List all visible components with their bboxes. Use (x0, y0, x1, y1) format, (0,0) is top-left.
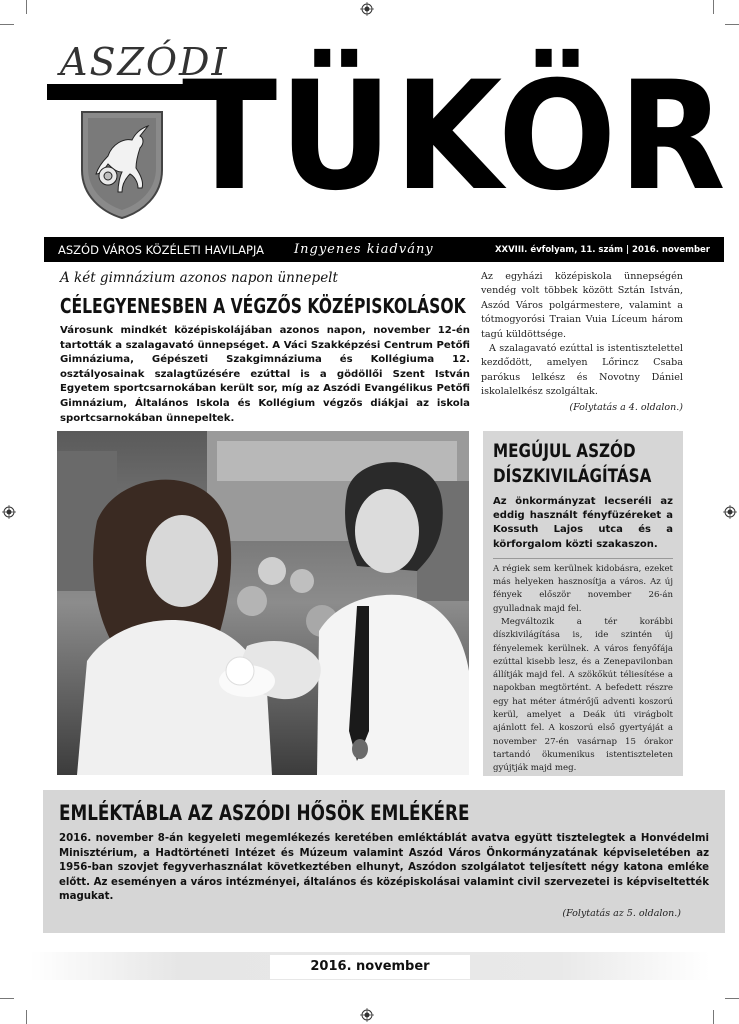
lead-article-headline: CÉLEGYENESBEN A VÉGZŐS KÖZÉPISKOLÁSOK (60, 294, 466, 318)
sidebar-paragraph: Megváltozik a tér korábbi díszkivilágítása is, ide szintén új fényelemek kerülnek. A város fenyőfája ezúttal kisebb lesz, és a Zenepavilonban állítják majd fel. A szökőkút téliesítése a napokban megtörtént. A befedett részre egy hat méter átmérőjű adventi koszorú kerül, amelyet a Deák úti virágbolt ajánlott fel. A koszorú első gyertyáját a november 27-én vasárnap 15 órakor tartandó ökumenikus istentiszteleten gyújtják majd meg. (493, 617, 673, 774)
side-paragraph: A szalagavató ezúttal is istentisztelettel kezdődött, amelyen Lőrincz Csaba parókus lelkész és Novotny Dániel iskolalelkész szolgáltak. (481, 343, 683, 398)
issue-band (44, 237, 724, 262)
crop-mark (713, 1010, 714, 1024)
sidebar-lead: Az önkormányzat lecseréli az eddig használt fényfüzéreket a Kossuth Lajos utca és a körforgalom közti szakaszon. (493, 496, 673, 550)
crop-mark (725, 24, 739, 25)
registration-mark-left-icon (2, 505, 16, 519)
sidebar-divider (493, 558, 673, 559)
registration-mark-bottom-icon (360, 1008, 374, 1022)
lead-article-side-column (481, 270, 683, 400)
publication-subtitle: ASZÓD VÁROS KÖZÉLETI HAVILAPJA (58, 242, 265, 257)
issue-info: XXVIII. évfolyam, 11. szám | 2016. november (494, 244, 710, 255)
masthead-small-title: ASZÓDI (60, 40, 229, 84)
crop-mark (26, 1010, 27, 1024)
coat-of-arms-icon (78, 108, 166, 220)
lead-article-continued: (Folytatás a 4. oldalon.) (569, 402, 683, 413)
sidebar-article (483, 431, 683, 776)
masthead-title: TÜKÖR (182, 50, 728, 224)
footer-date: 2016. november (270, 955, 470, 979)
lead-article-lead: Városunk mindkét középiskolájában azonos napon, november 12-én tartották a szalagavató ünnepséget. A Váci Szakképzési Centrum Petőfi Gimnáziuma, Gépészeti Szakgimnáziuma és Kollégiuma 12. osztályosainak szalagtűzésére ezúttal is a gödöllői Szent István Egyetem sportcsarnokában került sor, míg az Aszódi Evangélikus Petőfi Gimnázium, Általános Iskola és Kollégium végzős diákjai az iskola sportcsarnokában ünnepeltek. (60, 325, 470, 424)
lead-article-kicker: A két gimnázium azonos napon ünnepelt (60, 270, 338, 286)
sidebar-headline-line1: MEGÚJUL ASZÓD (493, 440, 636, 462)
ceremony-photo (57, 431, 469, 775)
free-edition-label: Ingyenes kiadvány (294, 242, 434, 257)
registration-mark-top-icon (360, 2, 374, 16)
crop-mark (713, 0, 714, 14)
sidebar-body (493, 563, 673, 776)
crop-mark (725, 998, 739, 999)
crop-mark (0, 24, 14, 25)
side-paragraph: Az egyházi középiskola ünnepségén vendég volt többek között Sztán István, Aszód Város polgármestere, valamint a tótmogyorósi Traian Vuia Líceum három tagú küldöttsége. (481, 271, 683, 340)
sidebar-paragraph: A régiek sem kerülnek kidobásra, ezeket más helyeken hasznosítja a város. Az új fények először november 26-án gyulladnak majd fel. (493, 563, 673, 614)
memorial-continued: (Folytatás az 5. oldalon.) (562, 908, 681, 919)
memorial-article (43, 790, 725, 933)
memorial-text: 2016. november 8-án kegyeleti megemlékezés keretében emléktáblát avatva együtt tisztelegtek a Honvédelmi Minisztérium, a Hadtörténeti Intézet és Múzeum valamint Aszód Város Önkormányzatának képviseletében az 1956-ban szovjet fegyverhasználat következtében elhunyt, Aszódon szolgálatot teljesített négy katona emléke előtt. Az eseményen a város intézményei, általános és középiskolásai valamint civil szervezetei is képviseltették magukat. (59, 833, 709, 903)
crop-mark (26, 0, 27, 14)
sidebar-headline-line2: DÍSZKIVILÁGÍTÁSA (493, 465, 652, 487)
registration-mark-right-icon (723, 505, 737, 519)
crop-mark (0, 998, 14, 999)
memorial-headline: EMLÉKTÁBLA AZ ASZÓDI HŐSÖK EMLÉKÉRE (59, 801, 470, 825)
